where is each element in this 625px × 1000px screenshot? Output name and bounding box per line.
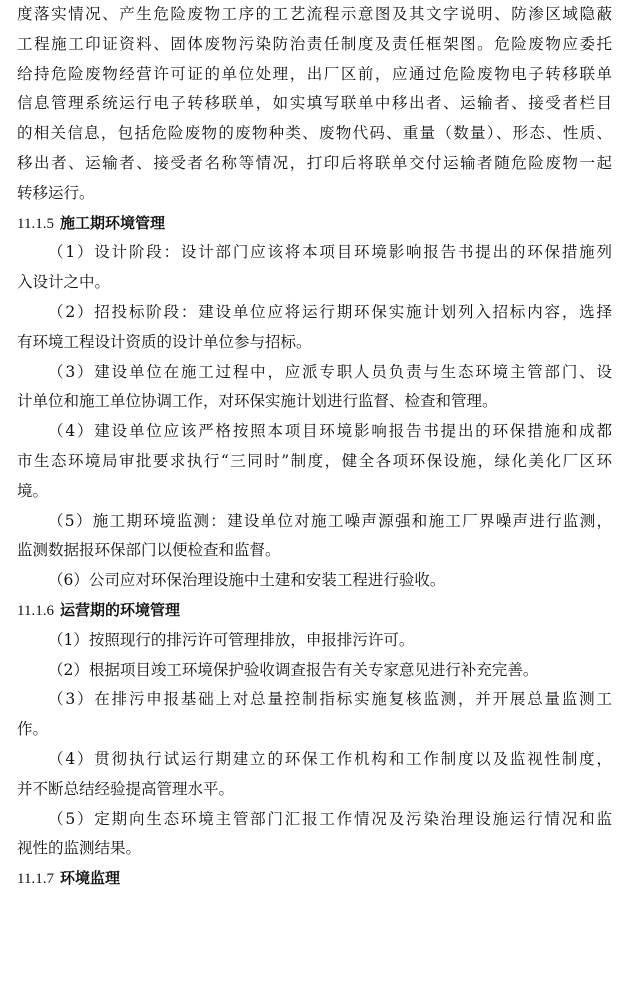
- section-number: 11.1.7: [17, 871, 54, 888]
- paragraph-line: （1）按照现行的排污许可管理排放，申报排污许可。: [48, 630, 415, 649]
- paragraph-line: 的相关信息，包括危险废物的废物种类、废物代码、重量（数量）、形态、性质、: [17, 124, 612, 143]
- paragraph-line: 入设计之中。: [17, 273, 111, 292]
- list-item: [17, 507, 612, 567]
- list-item: [17, 358, 612, 418]
- paragraph-line: （2）根据项目竣工环境保护验收调查报告有关专家意见进行补充完善。: [48, 660, 539, 679]
- paragraph-line: （2）招投标阶段：建设单位应将运行期环保实施计划列入招标内容，选择: [48, 302, 612, 321]
- paragraph-line: 视性的监测结果。: [17, 839, 142, 858]
- paragraph-line: 作。: [17, 720, 49, 739]
- paragraph-line: （4）贯彻执行试运行期建立的环保工作机构和工作制度以及监视性制度，: [48, 749, 612, 768]
- section-title: 运营期的环境管理: [59, 600, 180, 619]
- paragraph-line: 有环境工程设计资质的设计单位参与招标。: [17, 332, 312, 351]
- paragraph-line: （3）在排污申报基础上对总量控制指标实施复核监测，并开展总量监测工: [48, 690, 612, 709]
- paragraph-line: 移出者、运输者、接受者名称等情况，打印后将联单交付运输者随危险废物一起: [17, 153, 612, 172]
- list-item: [17, 238, 612, 298]
- paragraph-line: （3）建设单位在施工过程中，应派专职人员负责与生态环境主管部门、设: [48, 362, 612, 381]
- section-title: 环境监理: [59, 869, 120, 888]
- paragraph-line: 境。: [17, 481, 49, 500]
- paragraph-line: 转移运行。: [17, 183, 95, 202]
- paragraph-line: 监测数据报环保部门以便检查和监督。: [17, 541, 281, 560]
- document-body: [17, 0, 612, 894]
- paragraph: [17, 0, 612, 209]
- section-heading: [17, 864, 612, 894]
- paragraph-line: 工程施工印证资料、固体废物污染防治责任制度及责任框架图。危险废物应委托: [17, 34, 612, 53]
- section-number: 11.1.6: [17, 602, 54, 619]
- list-item: [17, 626, 612, 656]
- paragraph-line: （4）建设单位应该严格按照本项目环境影响报告书提出的环保措施和成都: [48, 422, 612, 441]
- paragraph-line: （6）公司应对环保治理设施中土建和安装工程进行验收。: [48, 571, 446, 590]
- list-item: [17, 417, 612, 506]
- list-item: [17, 745, 612, 805]
- list-item: [17, 805, 612, 865]
- paragraph-line: 度落实情况、产生危险废物工序的工艺流程示意图及其文字说明、防渗区域隐蔽: [17, 5, 612, 23]
- paragraph-line: （1）设计阶段：设计部门应该将本项目环境影响报告书提出的环保措施列: [48, 243, 612, 262]
- list-item: [17, 298, 612, 358]
- paragraph-line: （5）施工期环境监测：建设单位对施工噪声源强和施工厂界噪声进行监测，: [48, 511, 612, 530]
- section-number: 11.1.5: [17, 215, 54, 232]
- list-item: [17, 685, 612, 745]
- paragraph-line: 并不断总结经验提高管理水平。: [17, 779, 235, 798]
- section-heading: [17, 596, 612, 626]
- section-title: 施工期环境管理: [59, 213, 165, 232]
- list-item: [17, 656, 612, 686]
- section-heading: [17, 209, 612, 239]
- paragraph-line: 给持危险废物经营许可证的单位处理，出厂区前，应通过危险废物电子转移联单: [17, 64, 612, 83]
- list-item: [17, 566, 612, 596]
- paragraph-line: （5）定期向生态环境主管部门汇报工作情况及污染治理设施运行情况和监: [48, 809, 612, 828]
- paragraph-line: 计单位和施工单位协调工作，对环保实施计划进行监督、检查和管理。: [17, 392, 498, 411]
- paragraph-line: 市生态环境局审批要求执行“三同时”制度，健全各项环保设施，绿化美化厂区环: [17, 451, 612, 470]
- paragraph-line: 信息管理系统运行电子转移联单，如实填写联单中移出者、运输者、接受者栏目: [17, 94, 612, 113]
